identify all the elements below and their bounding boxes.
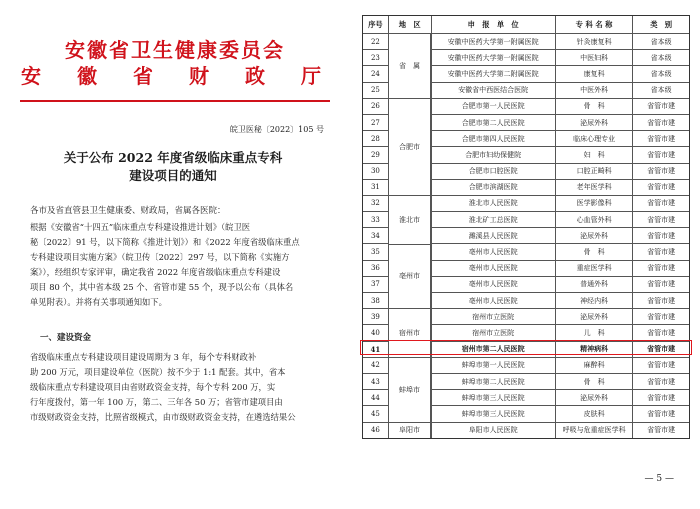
header-type: 类 别 [632, 16, 689, 33]
region-cell: 亳州市 [388, 244, 431, 309]
row-seq: 27 [370, 118, 380, 127]
region-cell: 宿州市 [388, 308, 431, 357]
header-seq: 序号 [368, 19, 383, 29]
row-institution: 蚌埠市第二人民医院 [431, 374, 555, 389]
row-seq: 37 [370, 280, 380, 289]
row-specialty: 老年医学科 [555, 180, 633, 195]
row-type: 省管市建 [632, 147, 689, 162]
row-specialty: 泌尿外科 [555, 309, 633, 324]
row-type: 省管市建 [632, 164, 689, 179]
row-specialty: 骨 科 [555, 244, 633, 259]
row-specialty: 妇 科 [555, 147, 633, 162]
row-institution: 蚌埠市第一人民医院 [431, 358, 555, 373]
row-type: 省管市建 [632, 131, 689, 146]
row-institution: 淮北市人民医院 [431, 196, 555, 211]
row-type: 省管市建 [632, 212, 689, 227]
paragraph-2-line: 省级临床重点专科建设项目建设周期为 3 年，每个专科财政补 [30, 352, 257, 362]
paragraph-2-line: 行年度拨付，第一年 100 万，第二、三年各 50 万；省管市建项目由 [30, 397, 283, 407]
row-specialty: 儿 科 [555, 325, 633, 340]
notice-page [0, 0, 342, 509]
row-institution: 合肥市滨湖医院 [431, 180, 555, 195]
row-seq: 38 [370, 296, 380, 305]
paragraph-1-line: 根据《安徽省“十四五”临床重点专科建设推进计划》（皖卫医 [30, 222, 251, 232]
row-seq: 39 [370, 312, 380, 321]
row-specialty: 泌尿外科 [555, 115, 633, 130]
row-specialty: 口腔正畸科 [555, 164, 633, 179]
row-institution: 亳州市人民医院 [431, 293, 555, 308]
row-seq: 22 [370, 37, 380, 46]
section-heading-funding: 一、建设资金 [40, 333, 92, 343]
row-seq: 30 [370, 167, 380, 176]
row-seq: 29 [370, 150, 380, 159]
row-seq: 26 [370, 102, 380, 111]
row-institution: 安徽省中西医结合医院 [431, 83, 555, 98]
row-institution: 安徽中医药大学第二附属医院 [431, 66, 555, 81]
paragraph-1-line: 单见附表）。并将有关事项通知如下。 [30, 297, 167, 307]
row-type: 省本级 [632, 66, 689, 81]
header-specialty: 专 科 名 称 [555, 16, 633, 33]
row-highlight-box [360, 340, 692, 355]
row-seq: 28 [370, 134, 380, 143]
row-specialty: 神经内科 [555, 293, 633, 308]
row-institution: 阜阳市人民医院 [431, 423, 555, 438]
table-header [363, 16, 689, 33]
row-specialty: 医学影像科 [555, 196, 633, 211]
row-seq: 31 [370, 183, 380, 192]
region-cell: 阜阳市 [388, 422, 431, 438]
paragraph-2-line: 助 200 万元，项目建设单位（医院）按不少于 1:1 配套。其中，省本 [30, 367, 286, 377]
row-specialty: 康复科 [555, 66, 633, 81]
row-specialty: 普通外科 [555, 277, 633, 292]
row-type: 省管市建 [632, 180, 689, 195]
row-specialty: 临床心理专业 [555, 131, 633, 146]
row-institution: 亳州市人民医院 [431, 277, 555, 292]
paragraph-2 [30, 350, 328, 425]
row-seq: 33 [370, 215, 380, 224]
row-type: 省管市建 [632, 228, 689, 243]
paragraph-2-line: 级临床重点专科建设项目由省财政资金支持，每个专科 200 万，实 [30, 382, 276, 392]
row-institution: 合肥市第二人民医院 [431, 115, 555, 130]
letterhead-divider [20, 100, 330, 102]
row-institution: 安徽中医药大学第一附属医院 [431, 34, 555, 49]
row-specialty: 麻醉科 [555, 358, 633, 373]
region-cell: 淮北市 [388, 195, 431, 244]
row-seq: 23 [370, 53, 380, 62]
row-seq: 32 [370, 199, 380, 208]
paragraph-1-line: 项目 80 个，其中省本级 25 个、省管市建 55 个，现予以公布（具体名 [30, 282, 294, 292]
row-specialty: 皮肤科 [555, 406, 633, 421]
region-cell: 省 属 [388, 33, 431, 98]
document-number: 皖卫医秘〔2022〕105 号 [229, 125, 324, 134]
page-number: — 5 — [644, 474, 674, 484]
row-type: 省管市建 [632, 358, 689, 373]
row-institution: 蚌埠市第三人民医院 [431, 406, 555, 421]
row-seq: 34 [370, 231, 380, 240]
row-type: 省管市建 [632, 115, 689, 130]
paragraph-1-line: 案》），经组织专家评审，确定我省 2022 年度省级临床重点专科建设 [30, 267, 281, 277]
specialty-table [362, 15, 690, 439]
paragraph-1-line: 秘〔2022〕91 号，以下简称《推进计划》）和《2022 年度省级临床重点 [30, 237, 300, 247]
appendix-page [350, 0, 700, 509]
notice-title-line-1: 关于公布 2022 年度省级临床重点专科 [63, 150, 283, 165]
row-seq: 36 [370, 264, 380, 273]
row-specialty: 呼吸与危重症医学科 [555, 423, 633, 438]
row-type: 省管市建 [632, 374, 689, 389]
row-seq: 24 [370, 69, 380, 78]
row-seq: 40 [370, 328, 380, 337]
row-institution: 合肥市第四人民医院 [431, 131, 555, 146]
paragraph-2-line: 市级财政资金支持，比照省级模式，由市级财政资金支持，在遴选结果公 [30, 412, 296, 422]
row-seq: 46 [370, 426, 380, 435]
row-seq: 42 [370, 361, 380, 370]
row-specialty: 泌尿外科 [555, 390, 633, 405]
row-institution: 宿州市立医院 [431, 325, 555, 340]
row-seq: 41 [370, 344, 381, 354]
row-seq: 25 [370, 86, 380, 95]
notice-title-line-2: 建设项目的通知 [129, 168, 217, 183]
row-specialty: 精神病科 [555, 342, 633, 357]
row-type: 省管市建 [632, 293, 689, 308]
row-institution: 亳州市人民医院 [431, 261, 555, 276]
row-type: 省管市建 [632, 244, 689, 259]
row-type: 省本级 [632, 50, 689, 65]
row-institution: 蚌埠市第三人民医院 [431, 390, 555, 405]
letterhead-line-2: 安 徽 省 财 政 厅 [21, 64, 329, 88]
row-specialty: 骨 科 [555, 374, 633, 389]
row-specialty: 骨 科 [555, 99, 633, 114]
row-type: 省管市建 [632, 277, 689, 292]
row-type: 省管市建 [632, 196, 689, 211]
region-cell: 合肥市 [388, 98, 431, 195]
row-institution: 合肥市妇幼保健院 [431, 147, 555, 162]
row-type: 省本级 [632, 34, 689, 49]
row-institution: 合肥市口腔医院 [431, 164, 555, 179]
paragraph-1-line: 专科建设项目实施方案》（皖卫传〔2022〕297 号，以下简称《实施方 [30, 252, 290, 262]
row-specialty: 中医外科 [555, 83, 633, 98]
header-region: 地 区 [388, 16, 431, 33]
row-institution: 淮北矿工总医院 [431, 212, 555, 227]
header-institution: 申 报 单 位 [431, 16, 555, 33]
row-specialty: 泌尿外科 [555, 228, 633, 243]
row-type: 省管市建 [632, 325, 689, 340]
region-cell: 蚌埠市 [388, 357, 431, 422]
row-seq: 43 [370, 377, 380, 386]
row-type: 省管市建 [632, 406, 689, 421]
row-institution: 安徽中医药大学第一附属医院 [431, 50, 555, 65]
row-specialty: 中医妇科 [555, 50, 633, 65]
row-institution: 濉溪县人民医院 [431, 228, 555, 243]
row-institution: 亳州市人民医院 [431, 244, 555, 259]
row-institution: 宿州市立医院 [431, 309, 555, 324]
letterhead-line-1: 安徽省卫生健康委员会 [65, 38, 285, 62]
row-type: 省管市建 [632, 309, 689, 324]
row-seq: 35 [370, 248, 380, 257]
row-type: 省管市建 [632, 261, 689, 276]
row-seq: 45 [370, 409, 380, 418]
salutation: 各市及省直管县卫生健康委、财政局，省属各医院： [30, 206, 226, 216]
row-specialty: 重症医学科 [555, 261, 633, 276]
row-type: 省管市建 [632, 390, 689, 405]
row-institution: 宿州市第二人民医院 [431, 342, 555, 357]
row-specialty: 心血管外科 [555, 212, 633, 227]
row-type: 省管市建 [632, 423, 689, 438]
row-institution: 合肥市第一人民医院 [431, 99, 555, 114]
paragraph-1 [30, 220, 328, 310]
row-specialty: 针灸康复科 [555, 34, 633, 49]
row-type: 省本级 [632, 83, 689, 98]
row-type: 省管市建 [632, 342, 689, 357]
row-type: 省管市建 [632, 99, 689, 114]
row-seq: 44 [370, 393, 380, 402]
